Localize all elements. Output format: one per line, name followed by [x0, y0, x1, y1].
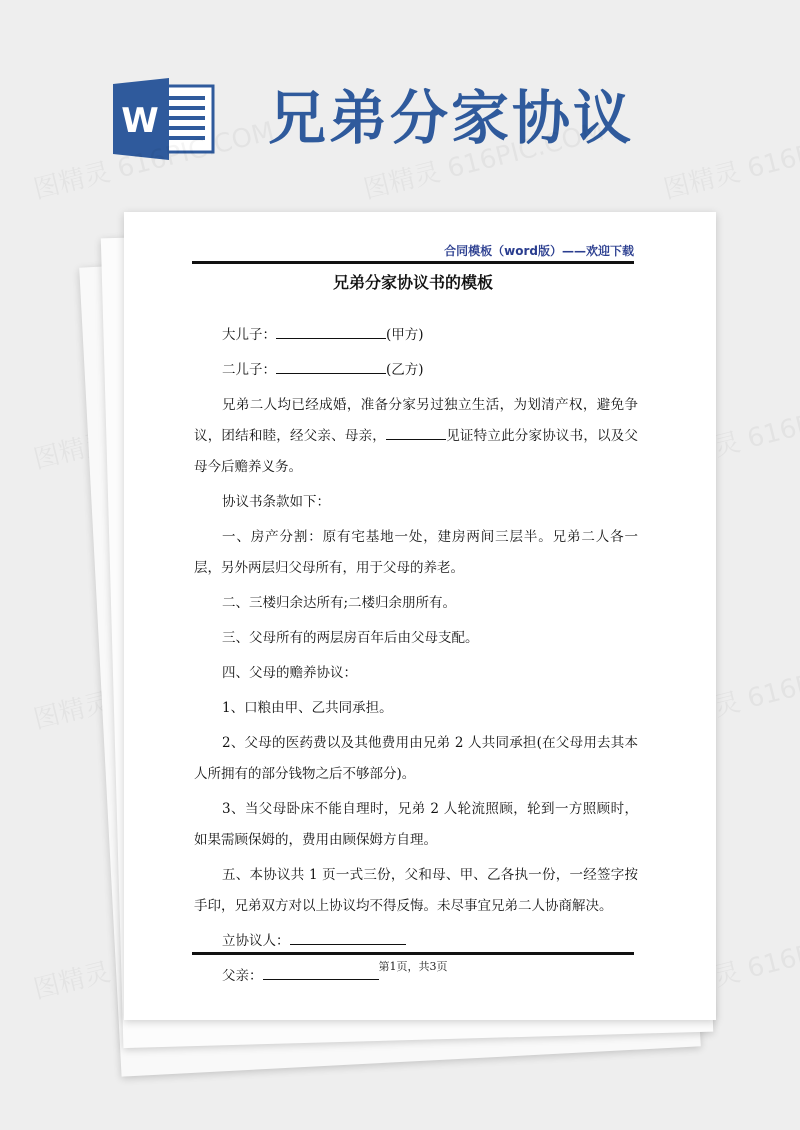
party-b-suffix: (乙方) — [386, 362, 424, 378]
clauses-intro: 协议书条款如下： — [222, 494, 330, 510]
clause-5: 五、本协议共 1 页一式三份，父和母、甲、乙各执一份，一经签字按手印，兄弟双方对以上协议均不得反悔。未尽事宜兄弟二人协商解决。 — [194, 867, 638, 914]
clause-4: 四、父母的赡养协议： — [222, 665, 357, 681]
clause-4-item-2: 2、父母的医药费以及其他费用由兄弟 2 人共同承担(在父母用去其本人所拥有的部分钱物之后不够部分)。 — [194, 735, 638, 782]
clause-1: 一、房产分割：原有宅基地一处，建房两间三层半。兄弟二人各一层，另外两层归父母所有，用于父母的养老。 — [194, 529, 638, 576]
clause-2: 二、三楼归余达所有;二楼归余朋所有。 — [222, 595, 457, 611]
signatory-label: 立协议人： — [222, 933, 290, 949]
party-a-label: 大儿子： — [222, 327, 276, 343]
preamble-text-end: 见证特立此分家协议书，以及父母今后赡养义务。 — [194, 428, 638, 475]
word-icon-letter: W — [121, 101, 159, 141]
father-label: 父亲： — [222, 968, 263, 984]
word-document-icon — [113, 78, 219, 160]
header-rule — [192, 261, 634, 264]
blank-line — [290, 930, 406, 945]
clause-3: 三、父母所有的两层房百年后由父母支配。 — [222, 630, 479, 646]
document-page — [124, 212, 716, 1020]
preamble-paragraph — [194, 390, 638, 483]
banner — [0, 0, 800, 190]
document-body — [194, 320, 638, 996]
party-a-line — [194, 320, 638, 351]
blank-line — [276, 324, 386, 339]
clause-4-item-3: 3、当父母卧床不能自理时，兄弟 2 人轮流照顾，轮到一方照顾时，如果需顾保姆的，费用由顾保姆方自理。 — [194, 801, 638, 848]
footer-rule — [192, 952, 634, 955]
document-title: 兄弟分家协议书的模板 — [332, 273, 493, 292]
banner-title: 兄弟分家协议 — [268, 84, 635, 152]
header-note: 合同模板（word版）——欢迎下载 — [444, 244, 634, 258]
party-a-suffix: (甲方) — [386, 327, 424, 343]
party-b-label: 二儿子： — [222, 362, 276, 378]
blank-line — [276, 359, 386, 374]
blank-line — [386, 425, 446, 440]
preamble-text: 兄弟二人均已经成婚，准备分家另过独立生活，为划清产权，避免争议，团结和睦，经父亲、母亲， — [194, 397, 638, 444]
clause-4-item-1: 1、口粮由甲、乙共同承担。 — [222, 700, 393, 716]
party-b-line — [194, 355, 638, 386]
page-number: 第1页，共3页 — [378, 960, 448, 973]
